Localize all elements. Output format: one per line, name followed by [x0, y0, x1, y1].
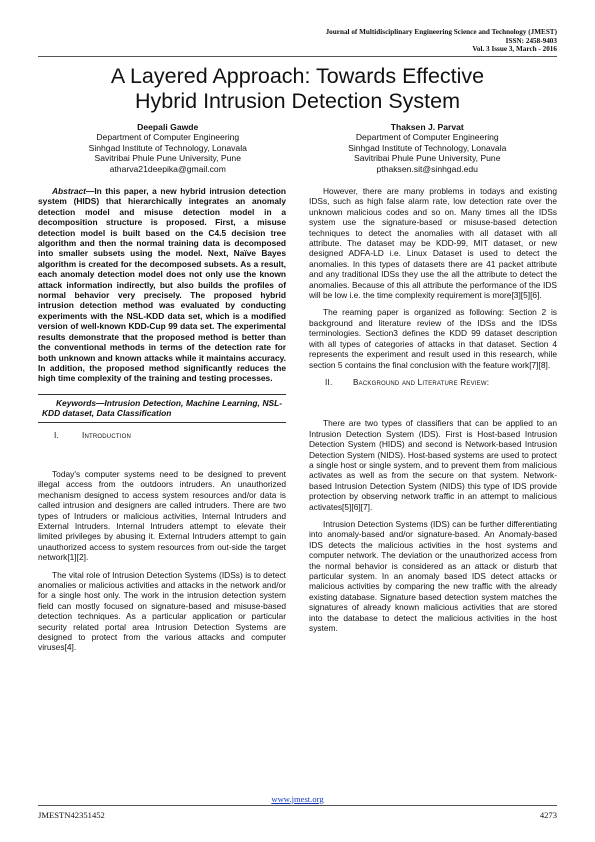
abstract [38, 186, 286, 384]
left-column [38, 186, 286, 660]
author-name: Deepali Gawde [137, 122, 199, 132]
journal-header [326, 28, 557, 54]
author-university: Savitribai Phule Pune University, Pune [94, 153, 241, 164]
paragraph: However, there are many problems in todays and existing IDSs, such as high false alarm rate, low detection rate over the unknown malicious codes and so on. Many times all the IDSs system use the signature-based or misuse-based detection techniques to detect the anomalies with all dataset with all attribute. The dataset may be KDD-99, MIT dataset, or new designed ADFA-LD i.e. Linux Dataset is used to detect the anomalies. In this types of datasets there are 41 packet attribute and any traditional IDSs they use the all the attribute to detect the anomalies. Because of this all attribute the performance of the IDS will be low i.e. the time complexity requirement is more[3][5][6]. [309, 186, 557, 301]
author-block [38, 122, 557, 174]
author-dept: Department of Computer Engineering [96, 132, 240, 143]
section-title: Introduction [82, 430, 132, 440]
author-institute: Sinhgad Institute of Technology, Lonavala [88, 142, 247, 153]
keywords: Keywords—Intrusion Detection, Machine Learning, NSL-KDD dataset, Data Classification [38, 394, 286, 423]
paragraph: There are two types of classifiers that can be applied to an Intrusion Detection System (IDS). First is Host-based Intrusion Detection System (HIDS) and second is Network-based Intrusion Detection System (NIDS). Host-based systems are used to protect a single host or single system, and to prevent them from malicious activates as well as from the secure on that system. Network-based Intrusion Detection System (NIDS) this type of IDS provide protection by observing network traffic in an attempt to malicious activates[5][6][7]. [309, 418, 557, 512]
section-title: Background and Literature Review: [353, 377, 490, 387]
footer-url-link[interactable]: www.jmest.org [271, 794, 324, 804]
section-number: II. [325, 377, 333, 387]
author-dept: Department of Computer Engineering [355, 132, 499, 143]
paragraph: The reaming paper is organized as following: Section 2 is background and literature review of the IDSs and the IDSs terminologies. Section3 defines the KDD 99 dataset description with all types of categories of attacks in that dataset. Section 4 represents the experiment and result used in this research, while section 5 contains the final conclusion with the feature work[7][8]. [309, 307, 557, 370]
footer-divider [38, 805, 557, 806]
header-divider [38, 56, 557, 57]
paragraph: The vital role of Intrusion Detection Systems (IDSs) is to detect anomalies or malicious activities and attacks in the network and/or for a single host only. The work in the intrusion detection system field can mostly focused on signature-based and misuse-based detection techniques. As a particular application or particular security related portal area Intrusion Detection Systems are designed to protect from the various attacks and computer viruses[4]. [38, 569, 286, 653]
author-email[interactable]: atharva21deepika@gmail.com [109, 163, 226, 174]
journal-volume: Vol. 3 Issue 3, March - 2016 [472, 45, 557, 54]
author-1 [38, 122, 298, 174]
author-2 [298, 122, 558, 174]
section-heading-introduction [38, 431, 286, 441]
paragraph: Intrusion Detection Systems (IDS) can be further differentiating into anomaly-based and/or signature-based. An Anomaly-based IDS detects the malicious activities in the host systems and computer network. The deviation or the unauthorized access from the normal behavior is considered as an attack or disturb that particular system. In an anomaly based IDS detect attacks or malicious activities by comparing the new traffic with the already existing database. Signature based detection system matches the signatures of already known malicious activities that are stored into the database to detect the malicious activities in the host system. [309, 518, 557, 634]
paper-title [30, 64, 565, 114]
author-institute: Sinhgad Institute of Technology, Lonavala [348, 142, 507, 153]
author-university: Savitribai Phule Pune University, Pune [354, 153, 501, 164]
journal-issn: ISSN: 2458-9403 [505, 36, 557, 45]
section-heading-background [309, 378, 557, 388]
abstract-text: —In this paper, a new hybrid intrusion detection system (HIDS) that hierarchically integrates an anomaly detection model and misuse detection model in a decomposition structure is proposed. First, a misuse detection model is built based on the C4.5 decision tree algorithm and then the normal training data is decomposed into smaller subsets using the model. Next, Naïve Bayes algorithm is created for the decomposed subsets. As a result, each anomaly detection model does not only use the known attack information indirectly, but also builds the profiles of normal behavior very precisely. The proposed hybrid intrusion detection method was evaluated by conducting experiments with the NSL-KDD data set, which is a modified version of well-known KDD-Cup 99 data set. The experimental results demonstrate that the proposed method is better than the conventional methods in terms of the detection rate for both unknown and known attacks while it maintains accuracy. In addition, the proposed method significantly reduces the high time complexity of the training and testing processes. [38, 186, 286, 384]
right-column [309, 186, 557, 640]
author-name: Thaksen J. Parvat [390, 122, 464, 132]
journal-name: Journal of Multidisciplinary Engineering Science and Technology (JMEST) [325, 28, 557, 36]
title-line-1: A Layered Approach: Towards Effective [110, 64, 485, 88]
section-number: I. [54, 430, 59, 440]
author-email[interactable]: pthaksen.sit@sinhgad.edu [376, 163, 478, 174]
abstract-label: Abstract [52, 186, 86, 196]
paragraph: Today's computer systems need to be designed to prevent illegal access from the outdoors intruders. An unauthorized mechanism designed to access system resources and/or data is called intrusion and designers are called intruders. There are two types of Intruders or malicious activities, Internal Intruders and External Intruders. Internal Intruders attempt to elevate their limited privileges by abusing it. External Intruders attempt to gain unauthorized access to system resources from out-side the target network[1][2]. [38, 468, 286, 563]
footer-paper-id: JMESTN42351452 [38, 810, 105, 820]
footer-page-number: 4273 [539, 810, 557, 820]
title-line-2: Hybrid Intrusion Detection System [134, 89, 461, 113]
